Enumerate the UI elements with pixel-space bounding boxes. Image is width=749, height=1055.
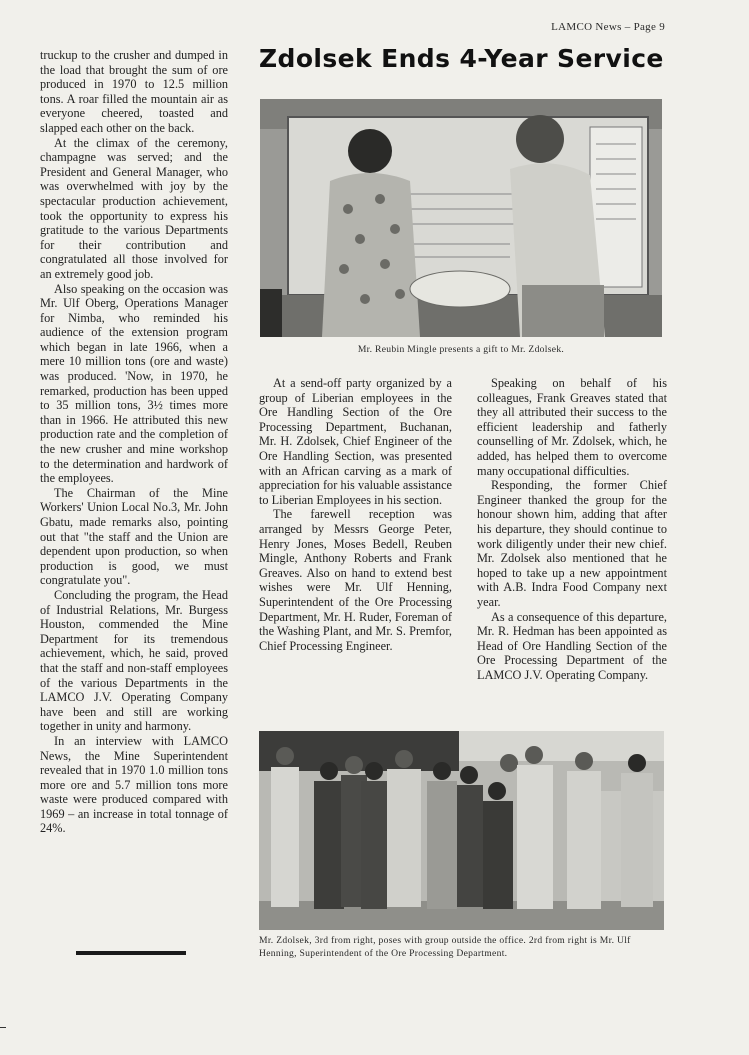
middle-paragraph-1: At a send-off party organized by a group of Liberian employees in the Ore Handling Section of the Ore Processing Department, Buchanan, Mr. H. Zdolsek, Chief Engineer of the Ore Handling Section, was presented with an African carving as a mark of appreciation for his valuable assistance to Liberian Employees in his section. — [259, 376, 452, 507]
photo-gift-presentation — [260, 99, 662, 337]
photo-group — [259, 731, 664, 930]
headline: Zdolsek Ends 4-Year Service — [259, 44, 664, 73]
left-paragraph-2: At the climax of the ceremony, champagne was served; and the President and General Manager, who was overwhelmed with joy by the spectacular production achievement, took the opportunity to express his gratitude to the various Departments for their contribution and congratulated all those involved for an extremely good job. — [40, 135, 228, 281]
page-edge-mark — [0, 1027, 6, 1028]
middle-column — [259, 376, 452, 653]
end-rule — [76, 951, 186, 955]
photo-gift-presentation-image — [260, 99, 662, 337]
left-column — [40, 48, 228, 836]
right-column — [477, 376, 667, 682]
left-paragraph-5: Concluding the program, the Head of Industrial Relations, Mr. Burgess Houston, commended the Mine Department for its tremendous achievement, which, he said, proved that the staff and non-staff employees of the various Departments in the LAMCO J.V. Operating Company have been and still are working together in unity and harmony. — [40, 587, 228, 734]
right-paragraph-2: Responding, the former Chief Engineer thanked the group for the honour shown him, adding that after his departure, they should continue to work diligently under their new chief. Mr. Zdolsek also mentioned that he hoped to take up a new appointment with A.B. Indra Food Company next year. — [477, 478, 667, 609]
photo-group-image — [259, 731, 664, 930]
left-paragraph-4: The Chairman of the Mine Workers' Union Local No.3, Mr. John Gbatu, made remarks also, pointing out that "the staff and the Union are dependent upon production, so when production is good, we must congratulate you". — [40, 485, 228, 588]
right-paragraph-3: As a consequence of this departure, Mr. R. Hedman has been appointed as Head of Ore Handling Section of the Ore Processing Department of the LAMCO J.V. Operating Company. — [477, 609, 667, 682]
left-paragraph-1: truckup to the crusher and dumped in the load that brought the sum of ore produced in 1970 to 12.5 million tons. A roar filled the mountain air as everyone cheered, toasted and slapped each other on the back. — [40, 48, 228, 135]
photo-top-caption: Mr. Reubin Mingle presents a gift to Mr. Zdolsek. — [357, 344, 565, 355]
right-paragraph-1: Speaking on behalf of his colleagues, Frank Greaves stated that they all attributed their success to the efficient leadership and fatherly counselling of Mr. Zdolsek, which, he added, has helped them to overcome many occupational difficulties. — [477, 376, 667, 478]
left-paragraph-3: Also speaking on the occasion was Mr. Ulf Oberg, Operations Manager for Nimba, who reminded his audience of the extension program which began in late 1966, when a mere 10 million tons (ore and waste) was produced. 'Now, in 1970, he remarked, production has been upped to 35 million tons, 3½ times more than in 1966. He attributed this new production rate and the completion of the new crusher and mine workshop to the determination and hardwork of the employees. — [40, 281, 228, 486]
left-paragraph-6: In an interview with LAMCO News, the Mine Superintendent revealed that in 1970 1.0 million tons more ore and 5.7 million tons more waste were produced compared with 1969 – an increase in total tonnage of 24%. — [40, 733, 228, 836]
running-head: LAMCO News – Page 9 — [551, 21, 665, 33]
middle-paragraph-2: The farewell reception was arranged by Messrs George Peter, Henry Jones, Moses Bedell, Reuben Mingle, Anthony Roberts and Frank Greaves. Also on hand to extend best wishes were Mr. Ulf Henning, Superintendent of the Ore Processing Department, Mr. H. Ruder, Foreman of the Washing Plant, and Mr. S. Premfor, Chief Processing Engineer. — [259, 507, 452, 653]
photo-bottom-caption: Mr. Zdolsek, 3rd from right, poses with group outside the office. 2rd from right is Mr. Ulf Henning, Superintendent of the Ore Processing Department. — [259, 935, 631, 959]
